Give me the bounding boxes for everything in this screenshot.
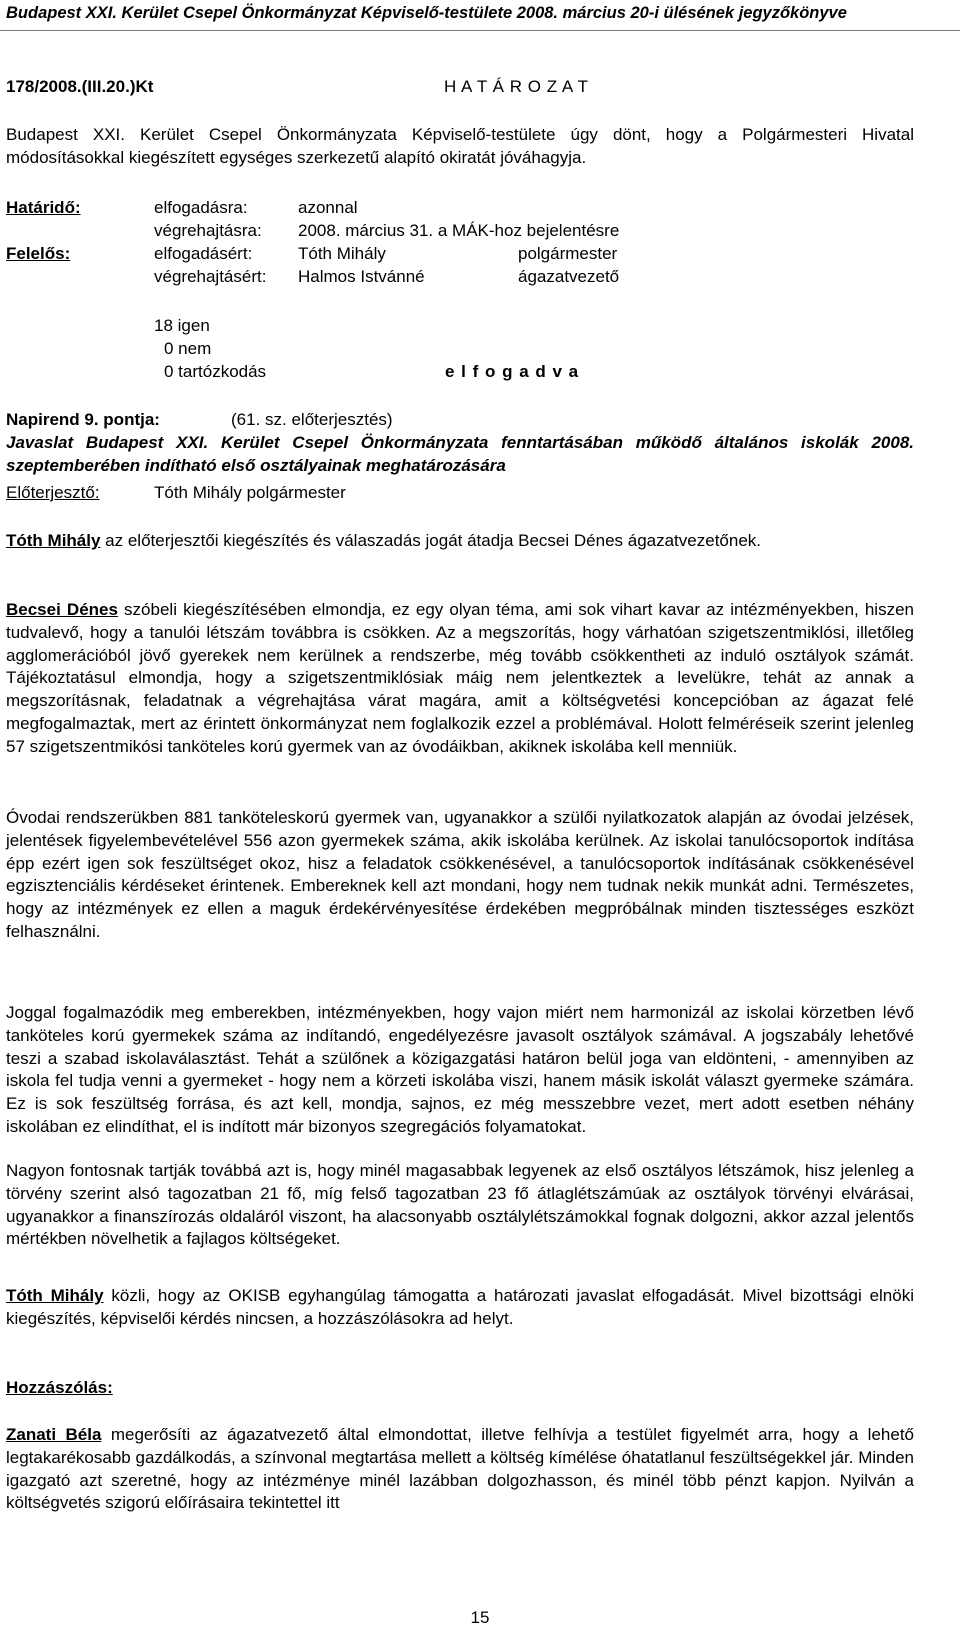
- paragraph-6: [6, 1285, 914, 1331]
- resolution-heading: H A T Á R O Z A T: [444, 77, 589, 96]
- header-divider: [0, 30, 960, 31]
- resolution-number: 178/2008.(III.20.)Kt: [6, 77, 154, 96]
- page-header: [0, 0, 960, 32]
- paragraph-text: Nagyon fontosnak tartják továbbá azt is, hogy minél magasabbak legyenek az első osztályos létszámok, hisz jelenleg a törvény szerint alsó tagozatban 21 fő, míg felső tagozatban 23 fő átlaglétszámúak az osztályok törvényi elvárásai, ugyanakkor a finanszírozás oldaláról viszont, ha alacsonyabb osztálylétszámokkal fognak dolgozni, akkor azzal jelentős mértékben növelhetik a fajlagos költségeket.: [6, 1161, 914, 1249]
- vote-abstain: 0 tartózkodás: [164, 362, 267, 381]
- responsible-1-name: Tóth Mihály: [298, 244, 386, 263]
- agenda-ref: (61. sz. előterjesztés): [231, 410, 393, 429]
- responsible-label: Felelős:: [6, 244, 71, 263]
- agenda-label: Napirend 9. pontja:: [6, 410, 160, 429]
- deadline-2-key: végrehajtásra:: [154, 221, 262, 240]
- paragraph-5: [6, 1160, 914, 1251]
- speaker-name: Zanati Béla: [6, 1425, 102, 1444]
- responsible-1-role: polgármester: [518, 244, 618, 263]
- speaker-name: Becsei Dénes: [6, 600, 118, 619]
- agenda-title: Javaslat Budapest XXI. Kerület Csepel Önkormányzata fenntartásában működő általános iskolák 2008. szeptemberében indítható első osztályainak meghatározására: [6, 433, 914, 475]
- paragraph-7: [6, 1424, 914, 1515]
- paragraph-4: [6, 1002, 914, 1139]
- presenter-name: Tóth Mihály polgármester: [154, 483, 346, 502]
- responsible-2-key: végrehajtásért:: [154, 267, 267, 286]
- presenter-label: Előterjesztő:: [6, 483, 100, 502]
- deadline-label: Határidő:: [6, 198, 81, 217]
- deadline-1-value: azonnal: [298, 198, 358, 217]
- vote-yes: 18 igen: [154, 316, 210, 335]
- responsible-1-key: elfogadásért:: [154, 244, 253, 263]
- vote-no: 0 nem: [164, 339, 212, 358]
- paragraph-text: Joggal fogalmazódik meg emberekben, intézményekben, hogy vajon miért nem harmonizál az iskolai körzetben lévő tanköteles korú gyermekek száma az indítandó, engedélyezésre javasolt osztályok számával. A jogszabály lehetővé teszi a szabad iskolaválasztást. Tehát a szülőnek a közigazgatási határon belül joga van eldönteni, - amennyiben az iskola fel tudja venni a gyermeket - hogy nem a körzeti iskolába viszi, hanem másik iskolát választ gyermeke számára. Ez is sok feszültség forrása, és azt kell, mondja, sajnos, ez még messzebbre vezet, mert adott esetben néhány iskolában ez elindíthat, el is indított már bizonyos szegregációs folyamatokat.: [6, 1003, 914, 1136]
- header-title: Budapest XXI. Kerület Csepel Önkormányzat Képviselő-testülete 2008. március 20-i ülésének jegyzőkönyve: [6, 4, 847, 22]
- responsible-2-name: Halmos Istvánné: [298, 267, 425, 286]
- comments-label: Hozzászólás:: [6, 1378, 113, 1397]
- paragraph-3: [6, 807, 914, 944]
- deadline-1-key: elfogadásra:: [154, 198, 248, 217]
- responsible-2-role: ágazatvezető: [518, 267, 620, 286]
- paragraph-text: megerősíti az ágazatvezető által elmondottat, illetve felhívja a testület figyelmét arra, hogy a lehető legtakarékosabb gazdálkodás, a színvonal megtartása mellett a költség kímélése óhatatlanul feszültségekkel jár. Minden igazgató azt szeretné, hogy az intézménye minél lazábban dolgozhasson, és minél több pénzt kapjon. Nyilván a költségvetés szigorú előírásaira tekintettel itt: [6, 1425, 914, 1513]
- paragraph-text: Óvodai rendszerükben 881 tanköteleskorú gyermek van, ugyanakkor a szülői nyilatkozatok alapján az óvodai jelzések, jelentések figyelembevételével 556 azon gyermekek száma, akik iskolába kerülnek. Az iskolai tanulócsoportok indítása épp ezért igen sok feszültséget okoz, hisz a feladatok csökkenésével, a tanulócsoportok indításának csökkenésével egzisztenciális kérdéseket érintenek. Embereknek kell azt mondani, hogy nem tudnak nekik munkát adni. Természetes, hogy az intézmények ez ellen a maguk érdekérvényesítése érdekében megpróbálnak minden tisztességes eszközt felhasználni.: [6, 808, 914, 941]
- paragraph-text: szóbeli kiegészítésében elmondja, ez egy olyan téma, ami sok vihart kavar az intézményekben, hiszen tudvalevő, hogy a tanulói létszám továbbra is csökken. Az a megszorítás, hogy várhatóan szigetszentmiklósi, illetőleg agglomerációból jövő gyerekek nem kerülnek a rendszerbe, még tovább csökkentheti az induló osztályok számát. Tájékoztatásul elmondja, hogy a szigetszentmiklósiak máig nem jelentkeztek a levelükre, tehát az annak a megszorításnak, feladatnak a végrehajtása várat magára, amit a költségvetési koncepcióban az ágazat felé megfogalmaztak, mert az érintett önkormányzat nem foglalkozik ezzel a problémával. Holott felméréseik szerint jelenleg 57 szigetszentmikósi tanköteles korú gyermek van az óvodáikban, akiknek iskolába kell menniük.: [6, 600, 914, 756]
- page-number: 15: [470, 1608, 490, 1627]
- deadline-2-value: 2008. március 31. a MÁK-hoz bejelentésre: [298, 221, 620, 240]
- paragraph-text: közli, hogy az OKISB egyhangúlag támogatta a határozati javaslat elfogadását. Mivel bizottsági elnöki kiegészítés, képviselői kérdés nincsen, a hozzászólásokra ad helyt.: [6, 1286, 914, 1328]
- speaker-name: Tóth Mihály: [6, 531, 101, 550]
- paragraph-1: [6, 530, 914, 553]
- speaker-name: Tóth Mihály: [6, 1286, 104, 1305]
- paragraph-2: [6, 599, 914, 759]
- paragraph-text: az előterjesztői kiegészítés és válaszadás jogát átadja Becsei Dénes ágazatvezetőnek.: [100, 531, 762, 550]
- vote-result: e l f o g a d v a: [445, 362, 580, 381]
- resolution-text: Budapest XXI. Kerület Csepel Önkormányzata Képviselő-testülete úgy dönt, hogy a Polgármesteri Hivatal módosításokkal kiegészített egységes szerkezetű alapító okiratát jóváhagyja.: [6, 125, 914, 167]
